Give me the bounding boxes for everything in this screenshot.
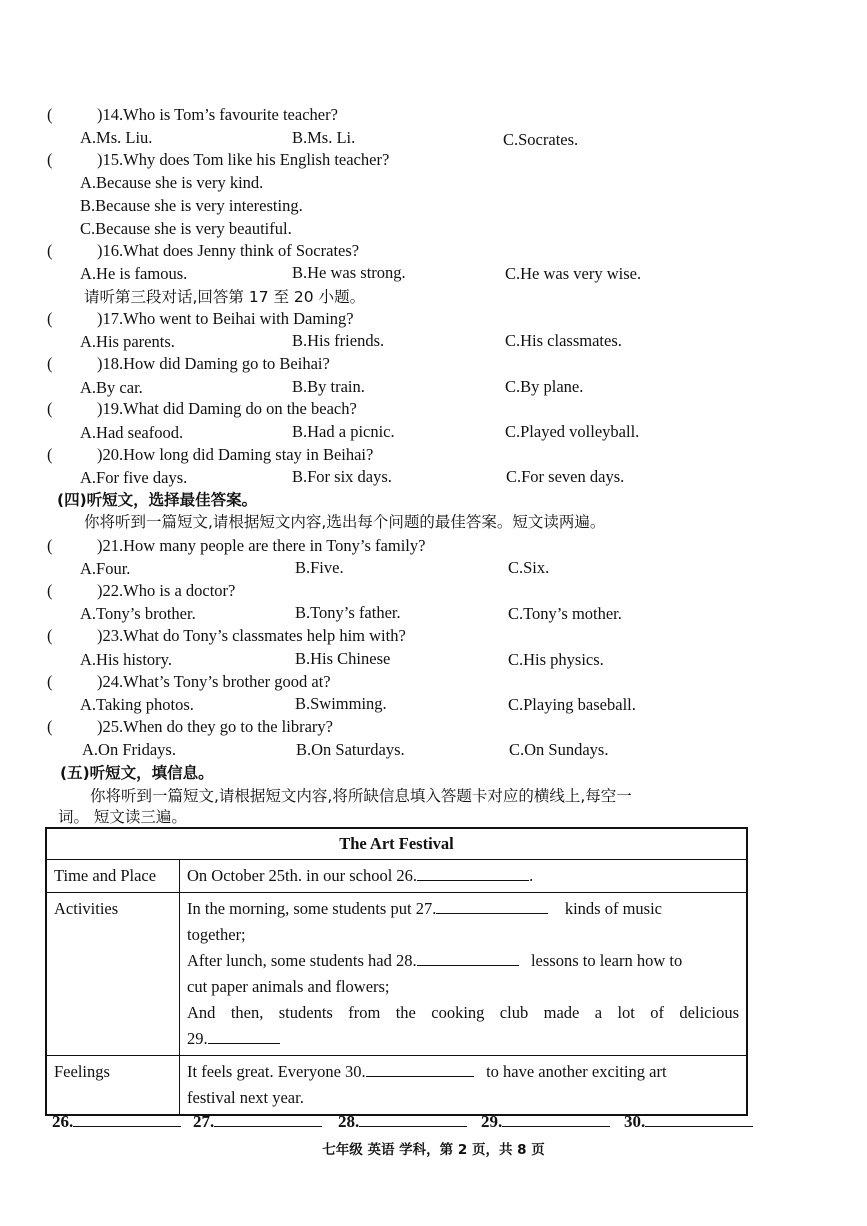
answer-blank[interactable] xyxy=(502,1112,610,1127)
answer-blank[interactable] xyxy=(73,1112,181,1127)
blank-26[interactable] xyxy=(417,866,529,881)
question-stem: )25.When do they go to the library? xyxy=(97,717,333,736)
answer-paren[interactable]: ( xyxy=(47,105,53,124)
question-stem: )22.Who is a doctor? xyxy=(97,581,236,600)
feelings-text: It feels great. Everyone 30. xyxy=(187,1062,366,1081)
question-stem: )16.What does Jenny think of Socrates? xyxy=(97,241,360,260)
option-a: A.Taking photos. xyxy=(80,695,194,714)
answer-paren[interactable]: ( xyxy=(47,672,53,691)
answer-label: 28. xyxy=(338,1112,360,1131)
question-18 xyxy=(47,353,330,375)
answer-blank[interactable] xyxy=(359,1112,467,1127)
option-c: C.For seven days. xyxy=(506,467,625,486)
instruction-part3: 请听第三段对话,回答第 17 至 20 小题。 xyxy=(84,288,366,306)
question-stem: )19.What did Daming do on the beach? xyxy=(97,399,357,418)
section5-instruction: 你将听到一篇短文,请根据短文内容,将所缺信息填入答题卡对应的横线上,每空一 xyxy=(90,787,632,805)
section5-title: (五)听短文，填信息。 xyxy=(60,764,214,782)
option-c: C.Played volleyball. xyxy=(505,422,640,441)
section5-instruction-cont: 词。 短文读三遍。 xyxy=(58,808,187,826)
question-stem: )20.How long did Daming stay in Beihai? xyxy=(97,445,374,464)
activities-cell xyxy=(180,893,748,1056)
section4-instruction: 你将听到一篇短文,请根据短文内容,选出每个问题的最佳答案。短文读两遍。 xyxy=(84,513,606,531)
option-b: B.On Saturdays. xyxy=(296,740,405,759)
answer-26[interactable] xyxy=(52,1112,181,1132)
question-14 xyxy=(47,104,338,126)
answer-27[interactable] xyxy=(193,1112,322,1132)
option-b: B.For six days. xyxy=(292,467,392,486)
option-b: B.Swimming. xyxy=(295,694,387,713)
answer-label: 27. xyxy=(193,1112,215,1131)
option-a: A.Because she is very kind. xyxy=(80,173,264,192)
option-a: A.On Fridays. xyxy=(82,740,176,759)
question-stem: )21.How many people are there in Tony’s family? xyxy=(97,536,426,555)
answer-paren[interactable]: ( xyxy=(47,399,53,418)
option-b: B.By train. xyxy=(292,377,365,396)
option-c: C.His classmates. xyxy=(505,331,622,350)
option-c: C.On Sundays. xyxy=(509,740,609,759)
answer-blank[interactable] xyxy=(214,1112,322,1127)
time-place-label: Time and Place xyxy=(46,860,180,893)
question-stem: )18.How did Daming go to Beihai? xyxy=(97,354,330,373)
option-a: A.Had seafood. xyxy=(80,423,184,442)
answer-paren[interactable]: ( xyxy=(47,241,53,260)
question-21 xyxy=(47,535,425,557)
activity-1-text: In the morning, some students put 27. xyxy=(187,899,437,918)
activity-2-text: After lunch, some students had 28. xyxy=(187,951,417,970)
option-c: C.By plane. xyxy=(505,377,584,396)
page-footer: 七年级 英语 学科，第 2 页，共 8 页 xyxy=(322,1142,545,1158)
option-b: B.Tony’s father. xyxy=(295,603,401,622)
option-c: C.Because she is very beautiful. xyxy=(80,219,292,238)
question-17 xyxy=(47,308,354,330)
answer-paren[interactable]: ( xyxy=(47,581,53,600)
option-a: A.Tony’s brother. xyxy=(80,604,196,623)
option-a: A.Ms. Liu. xyxy=(80,128,153,147)
question-19 xyxy=(47,398,357,420)
activities-label: Activities xyxy=(46,893,180,1056)
table-title: The Art Festival xyxy=(46,828,747,860)
section4-title: (四)听短文，选择最佳答案。 xyxy=(57,491,258,509)
feelings-text-cont: to have another exciting art xyxy=(486,1062,667,1081)
answer-label: 30. xyxy=(624,1112,646,1131)
option-c: C.His physics. xyxy=(508,650,604,669)
feelings-text-end: festival next year. xyxy=(187,1088,304,1107)
question-stem: )15.Why does Tom like his English teacher? xyxy=(97,150,390,169)
answer-label: 26. xyxy=(52,1112,74,1131)
option-c: C.Socrates. xyxy=(503,130,579,149)
option-c: C.He was very wise. xyxy=(505,264,642,283)
answer-paren[interactable]: ( xyxy=(47,150,53,169)
option-b: B.Because she is very interesting. xyxy=(80,196,303,215)
answer-paren[interactable]: ( xyxy=(47,445,53,464)
option-b: B.He was strong. xyxy=(292,263,406,282)
activity-1-text-cont: kinds of music xyxy=(564,899,662,918)
question-stem: )24.What’s Tony’s brother good at? xyxy=(97,672,331,691)
activity-2-text-end: cut paper animals and flowers; xyxy=(187,977,390,996)
option-b: B.Five. xyxy=(295,558,344,577)
blank-29[interactable] xyxy=(208,1029,280,1044)
question-25 xyxy=(47,716,333,738)
answer-29[interactable] xyxy=(481,1112,610,1132)
activity-1-text-end: together; xyxy=(187,925,246,944)
option-a: A.For five days. xyxy=(80,468,188,487)
blank-30[interactable] xyxy=(366,1062,474,1077)
question-22 xyxy=(47,580,235,602)
question-stem: )17.Who went to Beihai with Daming? xyxy=(97,309,354,328)
art-festival-table xyxy=(45,827,748,1116)
question-15 xyxy=(47,149,389,171)
answer-paren[interactable]: ( xyxy=(47,626,53,645)
option-b: B.His Chinese xyxy=(295,649,391,668)
question-stem: )23.What do Tony’s classmates help him with? xyxy=(97,626,406,645)
question-23 xyxy=(47,625,406,647)
option-a: A.His parents. xyxy=(80,332,175,351)
option-a: A.Four. xyxy=(80,559,131,578)
option-a: A.By car. xyxy=(80,378,143,397)
option-b: B.Had a picnic. xyxy=(292,422,395,441)
question-24 xyxy=(47,671,331,693)
option-a: A.He is famous. xyxy=(80,264,188,283)
activity-2-text-cont: lessons to learn how to xyxy=(530,951,683,970)
option-c: C.Six. xyxy=(508,558,550,577)
answer-28[interactable] xyxy=(338,1112,467,1132)
answer-paren[interactable]: ( xyxy=(47,309,53,328)
activity-3-num: 29. xyxy=(187,1029,208,1048)
answer-paren[interactable]: ( xyxy=(47,717,53,736)
blank-27[interactable] xyxy=(436,899,548,914)
feelings-label: Feelings xyxy=(46,1056,180,1116)
question-16 xyxy=(47,240,359,262)
time-place-cell: On October 25th. in our school 26. . xyxy=(180,860,748,893)
question-stem: )14.Who is Tom’s favourite teacher? xyxy=(97,105,338,124)
feelings-cell xyxy=(180,1056,748,1116)
answer-label: 29. xyxy=(481,1112,503,1131)
answer-blank[interactable] xyxy=(645,1112,753,1127)
option-a: A.His history. xyxy=(80,650,172,669)
answer-30[interactable] xyxy=(624,1112,753,1132)
option-c: C.Tony’s mother. xyxy=(508,604,622,623)
option-c: C.Playing baseball. xyxy=(508,695,636,714)
question-20 xyxy=(47,444,373,466)
answer-paren[interactable]: ( xyxy=(47,354,53,373)
answer-paren[interactable]: ( xyxy=(47,536,53,555)
option-b: B.His friends. xyxy=(292,331,385,350)
option-b: B.Ms. Li. xyxy=(292,128,356,147)
activity-3-text: And then, students from the cooking club made a lot of delicious xyxy=(187,1003,739,1022)
time-place-text: On October 25th. in our school 26. xyxy=(187,866,418,885)
blank-28[interactable] xyxy=(417,951,519,966)
